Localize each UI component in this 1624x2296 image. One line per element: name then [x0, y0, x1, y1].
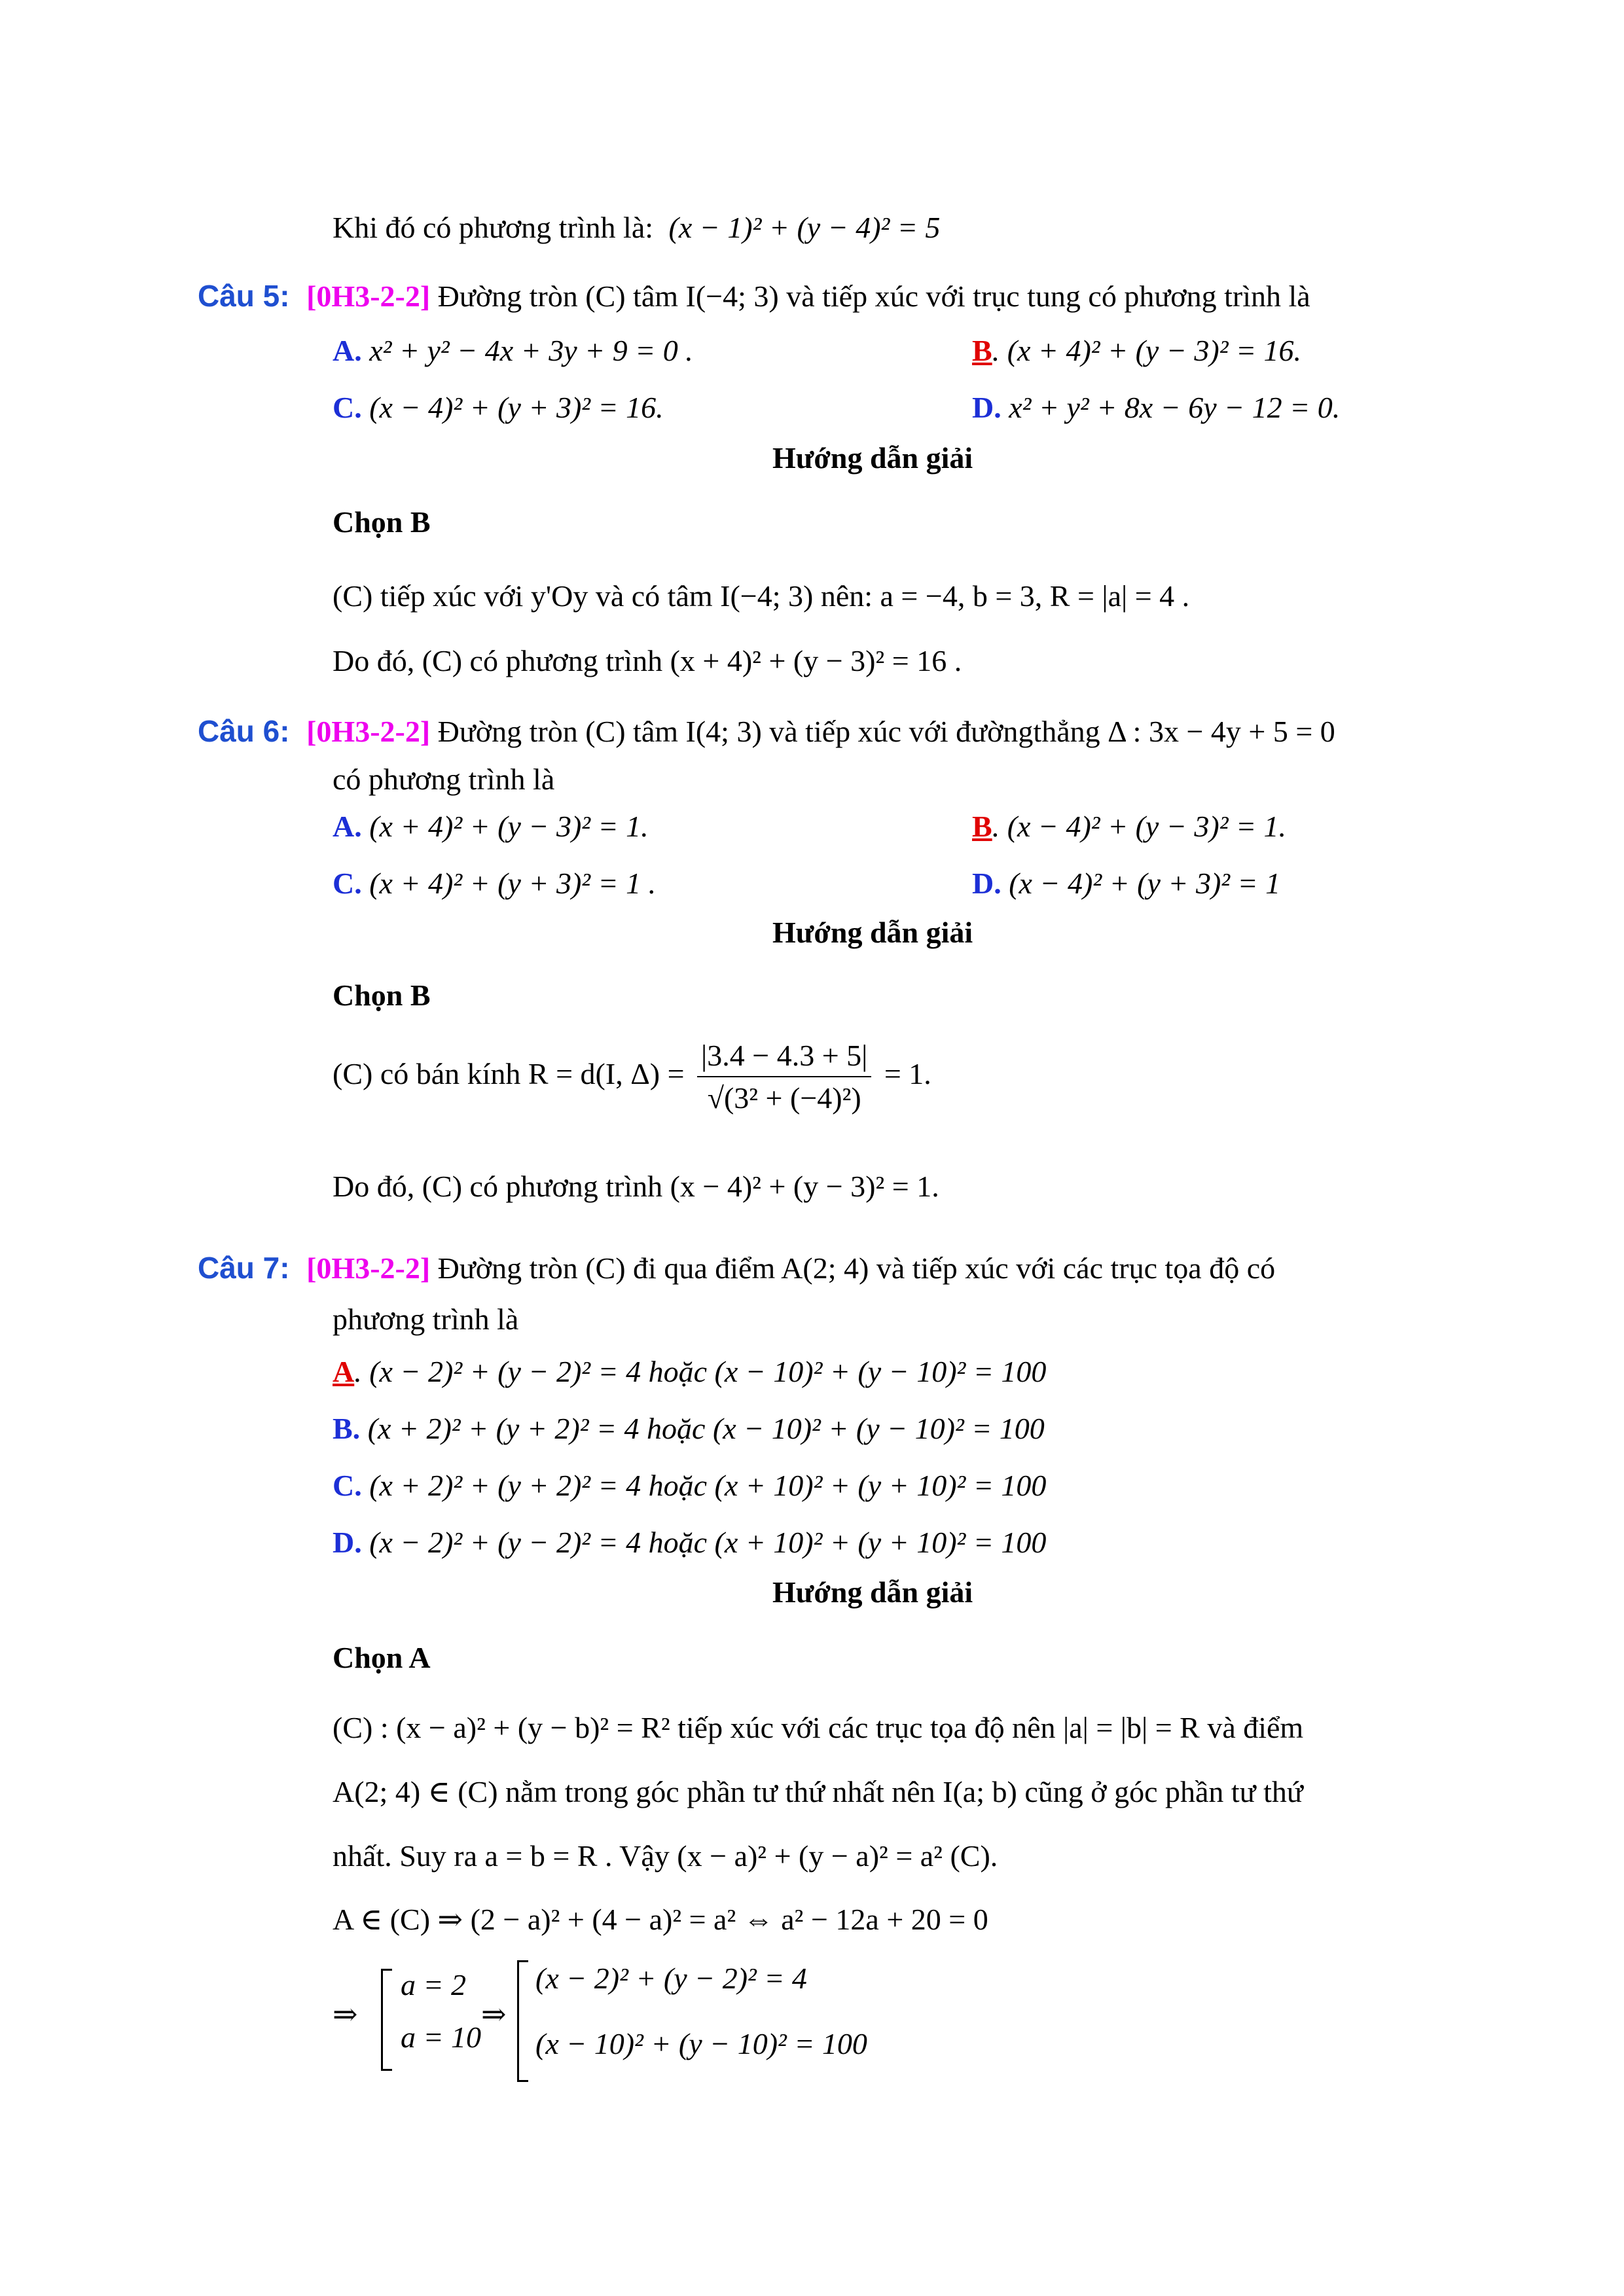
q6-option-d — [972, 865, 1280, 901]
q7-choice: Chọn A — [333, 1641, 431, 1674]
q7-option-b-label: B. — [333, 1412, 361, 1445]
q6-option-a — [333, 808, 649, 844]
q5-choice: Chọn B — [333, 505, 431, 539]
q5-option-b — [972, 332, 1301, 368]
q7-option-a-text: . (x − 2)² + (y − 2)² = 4 hoặc (x − 10)² + (y − 10)² = 100 — [354, 1355, 1047, 1388]
q6-option-b — [972, 808, 1286, 844]
q5-guide-heading: Hướng dẫn giải — [772, 441, 973, 475]
q7-option-c-label: C. — [333, 1469, 362, 1502]
intro-equation: (x − 1)² + (y − 4)² = 5 — [668, 211, 941, 244]
q6-solution-1-post: = 1. — [884, 1056, 931, 1090]
q7-option-d — [333, 1524, 1046, 1560]
q6-fraction-numerator: |3.4 − 4.3 + 5| — [697, 1037, 871, 1077]
q6-option-d-text: (x − 4)² + (y + 3)² = 1 — [1009, 867, 1281, 900]
q6-option-c-text: (x + 4)² + (y + 3)² = 1 . — [369, 867, 657, 900]
q7-arrow-1: ⇒ — [333, 1998, 358, 2031]
q7-option-b-text: (x + 2)² + (y + 2)² = 4 hoặc (x − 10)² + (y − 10)² = 100 — [367, 1412, 1045, 1445]
q7-stem: Đường tròn (C) đi qua điểm A(2; 4) và tiếp xúc với các trục tọa độ có — [437, 1251, 1276, 1285]
q7-arrow-2: ⇒ — [481, 1998, 507, 2031]
q6-stem: Đường tròn (C) tâm I(4; 3) và tiếp xúc với đườngthẳng Δ : 3x − 4y + 5 = 0 — [437, 715, 1335, 748]
q7-solution-4: A ∈ (C) ⇒ (2 − a)² + (4 − a)² = a² ⇔ a² − 12a + 20 = 0 — [333, 1903, 988, 1936]
q7-option-c — [333, 1467, 1046, 1503]
q5-tag: [0H3-2-2] — [306, 279, 431, 313]
q5-option-d-label: D. — [972, 391, 1001, 424]
q5-option-d-text: x² + y² + 8x − 6y − 12 = 0. — [1009, 391, 1341, 424]
q7-stem-line — [198, 1250, 1275, 1286]
q7-label: Câu 7: — [198, 1251, 290, 1285]
q5-option-d — [972, 389, 1340, 425]
q5-option-b-label: B — [972, 334, 992, 367]
q6-option-b-text: . (x − 4)² + (y − 3)² = 1. — [992, 810, 1287, 843]
q7-solution-1: (C) : (x − a)² + (y − b)² = R² tiếp xúc với các trục tọa độ nên |a| = |b| = R và điểm — [333, 1711, 1304, 1744]
q6-fraction-denominator: √(3² + (−4)²) — [707, 1081, 861, 1115]
q6-choice: Chọn B — [333, 978, 431, 1012]
q6-solution-1-pre: (C) có bán kính R = d(I, Δ) = — [333, 1056, 685, 1090]
q6-solution-1 — [333, 1037, 931, 1116]
q6-solution-2: Do đó, (C) có phương trình (x − 4)² + (y − 3)² = 1. — [333, 1170, 939, 1203]
q6-guide-heading: Hướng dẫn giải — [772, 916, 973, 949]
q6-stem-line — [198, 713, 1335, 749]
q5-stem-line — [198, 278, 1310, 314]
q7-option-d-text: (x − 2)² + (y − 2)² = 4 hoặc (x + 10)² + (y + 10)² = 100 — [369, 1526, 1047, 1559]
q5-solution-2: Do đó, (C) có phương trình (x + 4)² + (y − 3)² = 16 . — [333, 644, 962, 677]
q6-option-c — [333, 865, 656, 901]
q5-option-c-text: (x − 4)² + (y + 3)² = 16. — [369, 391, 664, 424]
q5-option-b-text: . (x + 4)² + (y − 3)² = 16. — [992, 334, 1302, 367]
q7-option-a-label: A — [333, 1355, 355, 1388]
q6-option-b-label: B — [972, 810, 992, 843]
q6-option-c-label: C. — [333, 867, 362, 900]
q5-option-a-label: A. — [333, 334, 362, 367]
q5-option-a-text: x² + y² − 4x + 3y + 9 = 0 . — [369, 334, 693, 367]
q7-bracket-2 — [517, 1960, 528, 2082]
q6-stem-line-2: có phương trình là — [333, 762, 555, 796]
q6-label: Câu 6: — [198, 714, 290, 748]
q7-result-2: (x − 10)² + (y − 10)² = 100 — [535, 2027, 867, 2060]
q7-guide-heading: Hướng dẫn giải — [772, 1575, 973, 1609]
q6-tag: [0H3-2-2] — [306, 715, 431, 748]
q5-option-a — [333, 332, 693, 368]
q7-option-c-text: (x + 2)² + (y + 2)² = 4 hoặc (x + 10)² + (y + 10)² = 100 — [369, 1469, 1047, 1502]
intro-line — [333, 209, 940, 245]
q7-case-1: a = 2 — [401, 1968, 467, 2001]
q6-option-d-label: D. — [972, 867, 1001, 900]
q7-result-1: (x − 2)² + (y − 2)² = 4 — [535, 1962, 807, 1995]
q5-solution-1: (C) tiếp xúc với y'Oy và có tâm I(−4; 3) nên: a = −4, b = 3, R = |a| = 4 . — [333, 579, 1190, 613]
q7-option-a — [333, 1354, 1046, 1390]
q7-tag: [0H3-2-2] — [306, 1251, 431, 1285]
q5-option-c — [333, 389, 664, 425]
q7-stem-line-2: phương trình là — [333, 1302, 519, 1336]
q7-case-2: a = 10 — [401, 2020, 482, 2054]
q7-bracket-1 — [381, 1969, 392, 2071]
intro-text: Khi đó có phương trình là: — [333, 211, 654, 244]
q5-stem: Đường tròn (C) tâm I(−4; 3) và tiếp xúc với trục tung có phương trình là — [437, 279, 1310, 313]
q7-option-b — [333, 1410, 1045, 1446]
q6-option-a-text: (x + 4)² + (y − 3)² = 1. — [369, 810, 649, 843]
q7-solution-3: nhất. Suy ra a = b = R . Vậy (x − a)² + (y − a)² = a² (C). — [333, 1839, 998, 1873]
q5-label: Câu 5: — [198, 279, 290, 313]
q7-option-d-label: D. — [333, 1526, 362, 1559]
q6-radius-fraction — [697, 1037, 871, 1116]
q5-option-c-label: C. — [333, 391, 362, 424]
q6-option-a-label: A. — [333, 810, 362, 843]
q7-solution-2: A(2; 4) ∈ (C) nằm trong góc phần tư thứ nhất nên I(a; b) cũng ở góc phần tư thứ — [333, 1775, 1303, 1808]
